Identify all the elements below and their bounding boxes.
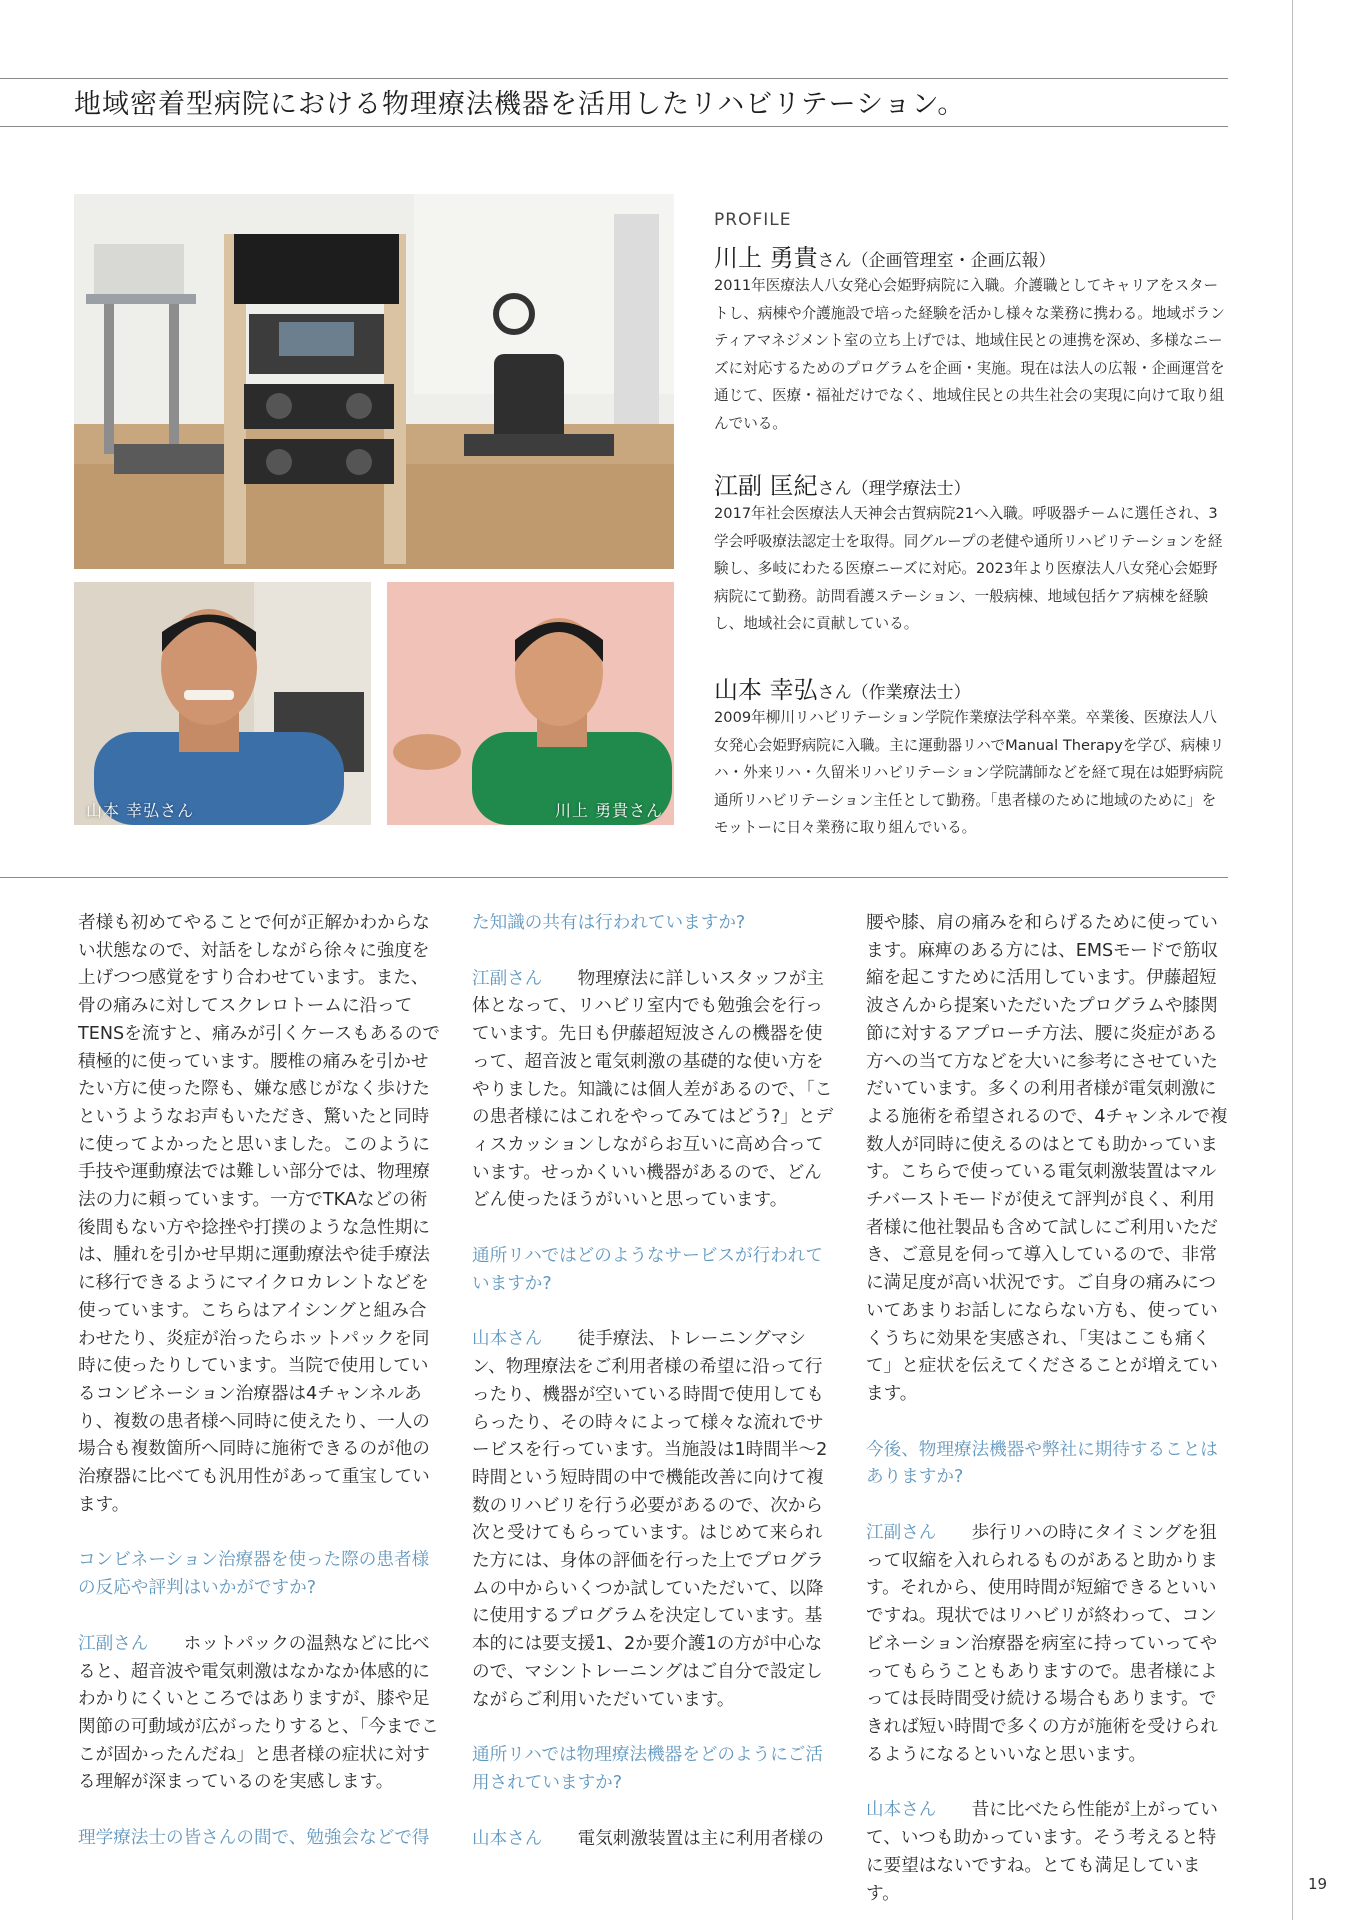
answer-paragraph: [866, 1797, 1228, 1908]
answer-text: 徒手療法、トレーニングマシン、物理療法をご利用者様の希望に沿って行ったり、機器が空いている時間で使用してもらったり、その時々によって様々な流れでサービスを行っています。当施設は1時間半～2時間という短時間の中で機能改善に向けて複数のリハビリを行う必要があるので、次から次と受けてもらっています。はじめて来られた方には、身体の評価を行った上でプログラムの中からいくつか試していただいて、以降に使用するプログラムを決定しています。基本的には要支援1、2か要介護1の方が中心なので、マシントレーニングはご自分で設定しながらご利用いただいています。: [472, 1329, 828, 1710]
equipment-photo-illustration: [74, 194, 674, 569]
interview-question: 今後、物理療法機器や弊社に期待することはありますか?: [866, 1439, 1218, 1488]
speaker-name: 江副さん: [472, 968, 543, 989]
interview-question: 通所リハではどのようなサービスが行われていますか?: [472, 1246, 823, 1294]
speaker-name: 山本さん: [472, 1828, 543, 1849]
answer-paragraph: [866, 1520, 1228, 1769]
photo-yamamoto-illustration: [74, 582, 371, 825]
answer-text: ホットパックの温熱などに比べると、超音波や電気刺激はなかなか体感的にわかりにくいところではありますが、膝や足関節の可動域が広がったりすると、「今までここが固かったんだね」と患者様の症状に対する理解が深まっているのを実感します。: [78, 1633, 439, 1793]
interview-question: 通所リハでは物理療法機器をどのようにご活用されていますか?: [472, 1745, 823, 1793]
article-column-3: [866, 910, 1228, 1908]
profile-role: （作業療法士）: [851, 683, 971, 703]
profile-bio-ezoe: 2017年社会医療法人天神会古賀病院21へ入職。呼吸器チームに選任され、3学会呼吸療法認定士を取得。同グループの老健や通所リハビリテーションを経験し、多岐にわたる医療ニーズに対応。2023年より医療法人八女発心会姫野病院にて勤務。訪問看護ステーション、一般病棟、地域包括ケア病棟を経験し、地域社会に貢献している。: [714, 505, 1223, 633]
profile-bio-yamamoto: 2009年柳川リハビリテーション学院作業療法学科卒業。卒業後、医療法人八女発心会姫野病院に入職。主に運動器リハでManual Therapyを学び、病棟リハ・外来リハ・久留米リハビリテーション学院講師などを経て現在は姫野病院通所リハビリテーション主任として勤務。「患者様のために地域のために」をモットーに日々業務に取り組んでいる。: [714, 709, 1225, 837]
paragraph: 者様も初めてやることで何が正解かわからない状態なので、対話をしながら徐々に強度を上げつつ感覚をすり合わせています。また、骨の痛みに対してスクレロトームに沿ってTENSを流すと、痛みが引くケースもあるので積極的に使っています。腰椎の痛みを引かせたい方に使った際も、嫌な感じがなく歩けたというようなお声もいただき、驚いたと同時に使ってよかったと思いました。このように手技や運動療法では難しい部分では、物理療法の力に頼っています。一方でTKAなどの術後間もない方や捻挫や打撲のような急性期には、腫れを引かせ早期に運動療法や徒手療法に移行できるようにマイクロカレントなどを使っています。こちらはアイシングと組み合わせたり、炎症が治ったらホットパックを同時に使ったりしています。当院で使用しているコンビネーション治療器は4チャンネルあり、複数の患者様へ同時に使えたり、一人の場合も複数箇所へ同時に施術できるのが他の治療器に比べても汎用性があって重宝しています。: [78, 913, 441, 1515]
page-number: 19: [1308, 1875, 1328, 1893]
profile-name-ezoe: [714, 466, 971, 501]
profile-bio-kawakami: 2011年医療法人八女発心会姫野病院に入職。介護職としてキャリアをスタートし、病棟や介護施設で培った経験を活かし様々な業務に携わる。地域ボランティアマネジメント室の立ち上げでは、地域住民との連携を深め、多様なニーズに対応するためのプログラムを企画・実施。現在は法人の広報・企画運営を通じて、医療・福祉だけでなく、地域住民との共生社会の実現に向けて取り組んでいる。: [714, 277, 1225, 432]
profile-label: PROFILE: [714, 210, 792, 230]
photo-kawakami: [387, 582, 674, 825]
profile-name-kawakami: [714, 238, 1056, 273]
profile-honorific: さん: [817, 683, 852, 703]
speaker-name: 山本さん: [472, 1329, 543, 1350]
page-edge-line: [1292, 0, 1293, 1920]
speaker-name: 江副さん: [78, 1633, 149, 1654]
caption-yamamoto: 山本 幸弘さん: [86, 801, 195, 820]
answer-text: 物理療法に詳しいスタッフが主体となって、リハビリ室内でも勉強会を行っています。先日も伊藤超短波さんの機器を使って、超音波と電気刺激の基礎的な使い方をやりました。知識には個人差があるので、「この患者様にはこれをやってみてはどう?」とディスカッションしながらお互いに高め合っています。せっかくいい機器があるので、どんどん使ったほうがいいと思っています。: [472, 968, 834, 1211]
photo-yamamoto: [74, 582, 371, 825]
speaker-name: 山本さん: [866, 1800, 937, 1821]
profile-name: 山本 幸弘: [714, 676, 818, 704]
answer-paragraph: [78, 1631, 440, 1797]
answer-text: 電気刺激装置は主に利用者様の: [577, 1828, 824, 1849]
interview-question: 理学療法士の皆さんの間で、勉強会などで得: [78, 1828, 430, 1849]
title-top-rule: [0, 78, 1228, 79]
paragraph: 腰や膝、肩の痛みを和らげるために使っています。麻痺のある方には、EMSモードで筋収縮を起こすために活用しています。伊藤超短波さんから提案いただいたプログラムや膝関節に対するアプローチ方法、腰に炎症がある方への当て方などを大いに参考にさせていただいています。多くの利用者様が電気刺激による施術を希望されるので、4チャンネルで複数人が同時に使えるのはとても助かっています。こちらで使っている電気刺激装置はマルチバーストモードが使えて評判が良く、利用者様に他社製品も含めて試しにご利用いただき、ご意見を伺って導入しているので、非常に満足度が高い状況です。ご自身の痛みについてあまりお話しにならない方も、使っていくうちに効果を実感され、「実はここも痛くて」と症状を伝えてくださることが増えています。: [866, 913, 1228, 1404]
profile-role: （企画管理室・企画広報）: [851, 251, 1056, 271]
profile-honorific: さん: [817, 251, 852, 271]
profile-name: 江副 匡紀: [714, 472, 818, 500]
speaker-name: 江副さん: [866, 1523, 937, 1544]
answer-text: 歩行リハの時にタイミングを狙って収縮を入れられるものがあると助かります。それから、使用時間が短縮できるといいですね。現状ではリハビリが終わって、コンビネーション治療器を病室に持っていってやってもらうこともありますので。患者様によっては長時間受け続ける場合もあります。できれば短い時間で多くの方が施術を受けられるようになるといいなと思います。: [866, 1523, 1218, 1765]
interview-question: コンビネーション治療器を使った際の患者様の反応や評判はいかがですか?: [78, 1550, 430, 1599]
answer-paragraph: [472, 1326, 834, 1714]
equipment-photo: [74, 194, 674, 569]
interview-question: た知識の共有は行われていますか?: [472, 913, 746, 933]
profile-name: 川上 勇貴: [714, 244, 818, 272]
answer-paragraph: [472, 1826, 834, 1854]
title-bottom-rule: [0, 126, 1228, 127]
section-divider: [0, 877, 1228, 878]
article-column-1: [78, 910, 440, 1853]
page-title: 地域密着型病院における物理療法機器を活用したリハビリテーション。: [74, 89, 966, 120]
article-column-2: [472, 910, 834, 1853]
profile-role: （理学療法士）: [851, 479, 971, 499]
profile-name-yamamoto: [714, 670, 971, 705]
profile-honorific: さん: [817, 479, 852, 499]
photo-kawakami-illustration: [387, 582, 674, 825]
caption-kawakami: 川上 勇貴さん: [555, 801, 664, 820]
answer-paragraph: [472, 966, 834, 1215]
answer-text: 昔に比べたら性能が上がっていて、いつも助かっています。そう考えると特に要望はないですね。とても満足しています。: [866, 1800, 1218, 1904]
